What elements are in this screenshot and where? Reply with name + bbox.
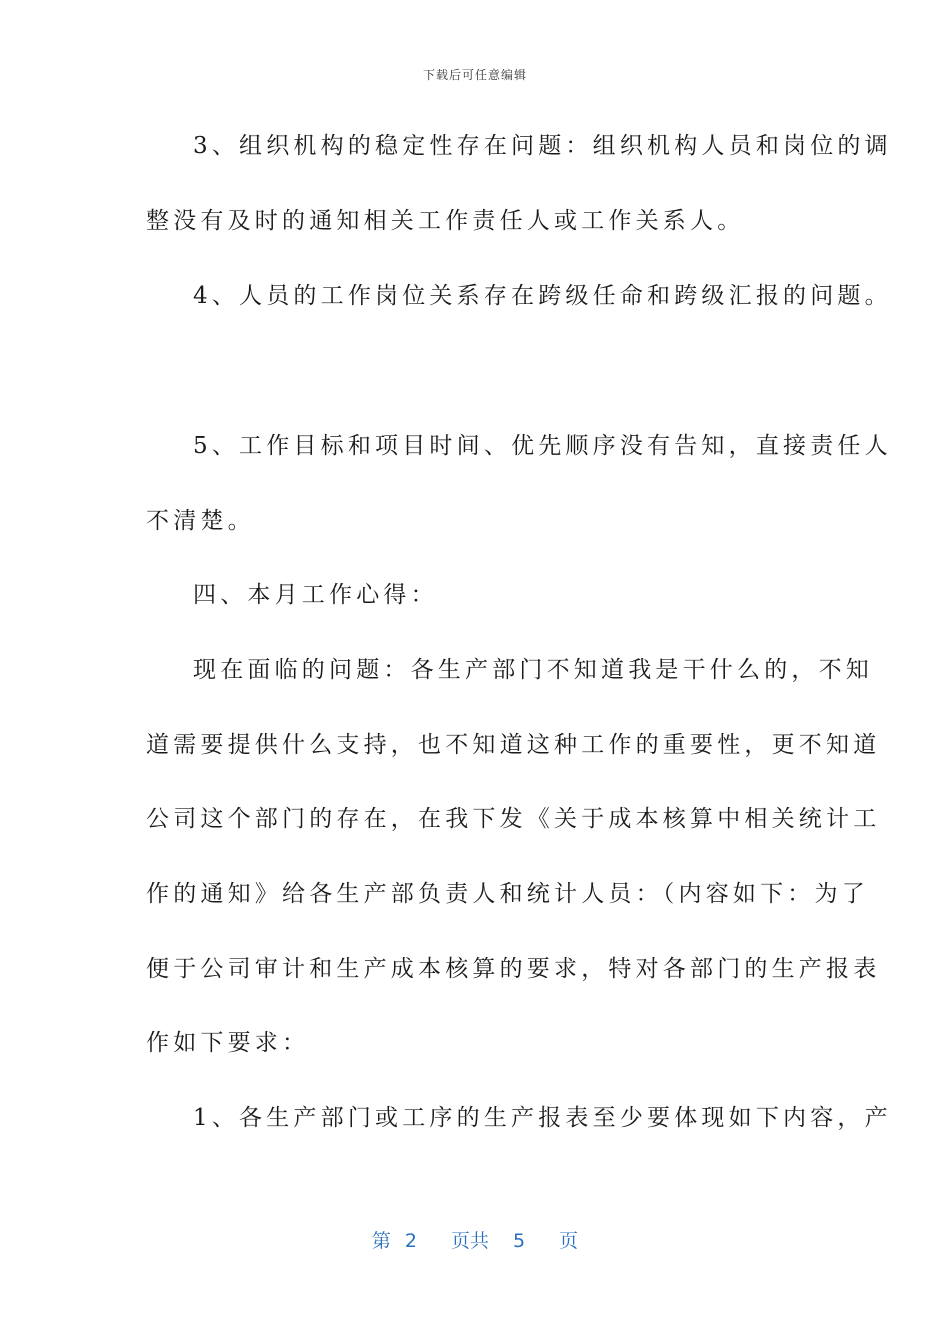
section-heading: 四、本月工作心得： — [193, 582, 438, 608]
paragraph-line: 公司这个部门的存在，在我下发《关于成本核算中相关统计工 — [146, 806, 881, 832]
paragraph-line: 现在面临的问题：各生产部门不知道我是干什么的，不知 — [193, 657, 873, 683]
paragraph-line: 5、工作目标和项目时间、优先顺序没有告知，直接责任人 — [193, 433, 892, 459]
paragraph-line: 4、人员的工作岗位关系存在跨级任命和跨级汇报的问题。 — [193, 283, 892, 309]
paragraph-line: 便于公司审计和生产成本核算的要求，特对各部门的生产报表 — [146, 956, 881, 982]
footer-label-ye-gong: 页共 — [450, 1230, 489, 1252]
paragraph-line: 作如下要求： — [146, 1030, 310, 1056]
header-note: 下载后可任意编辑 — [422, 68, 527, 82]
footer-total-pages: 5 — [513, 1230, 526, 1252]
footer-current-page: 2 — [404, 1230, 417, 1252]
paragraph-line: 道需要提供什么支持，也不知道这种工作的重要性，更不知道 — [146, 732, 881, 758]
paragraph-line: 作的通知》给各生产部负责人和统计人员：（内容如下：为了 — [146, 881, 869, 907]
footer-label-ye: 页 — [559, 1230, 579, 1252]
paragraph-line: 不清楚。 — [146, 508, 255, 534]
paragraph-line: 3、组织机构的稳定性存在问题：组织机构人员和岗位的调 — [193, 133, 892, 159]
page-footer — [0, 1226, 950, 1253]
footer-label-di: 第 — [371, 1230, 391, 1252]
paragraph-line: 1、各生产部门或工序的生产报表至少要体现如下内容，产 — [193, 1105, 892, 1131]
paragraph-line: 整没有及时的通知相关工作责任人或工作关系人。 — [146, 208, 745, 234]
